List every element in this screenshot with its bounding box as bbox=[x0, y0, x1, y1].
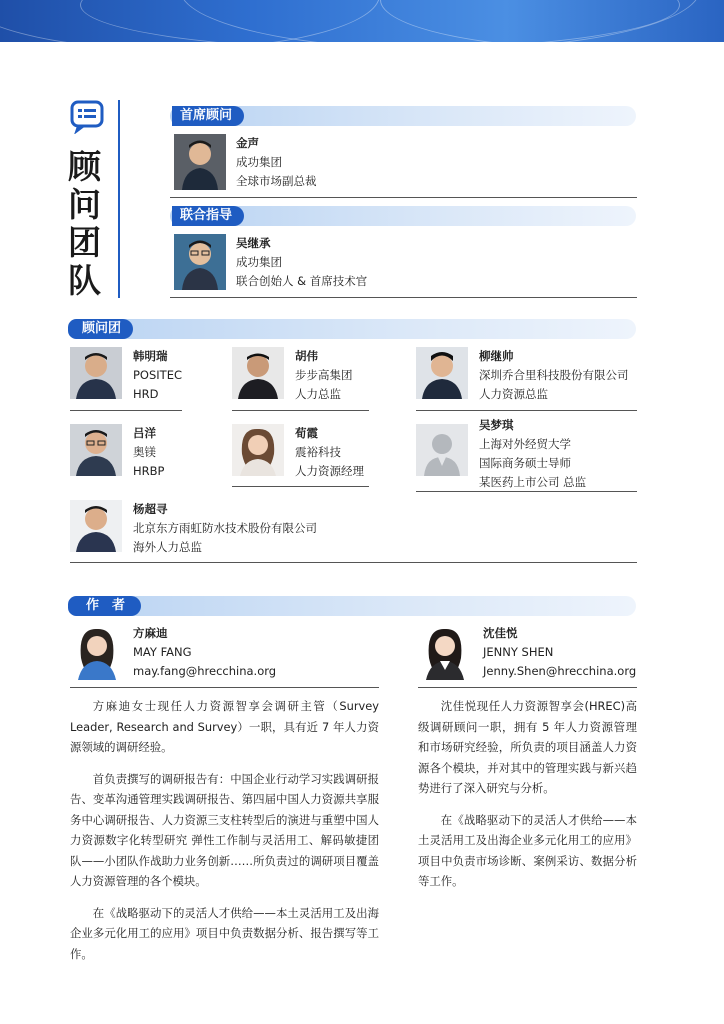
person-info bbox=[133, 347, 182, 404]
section-tag-authors: 作 者 bbox=[68, 596, 141, 616]
section-tag-joint-guidance: 联合指导 bbox=[172, 206, 244, 226]
author-name: 方麻迪 bbox=[133, 626, 168, 640]
author-bio bbox=[418, 696, 637, 903]
person-name: 柳继帅 bbox=[479, 349, 514, 363]
header-band bbox=[0, 0, 724, 42]
section-tag-chief-advisor: 首席顾问 bbox=[172, 106, 244, 126]
person-org: 成功集团 bbox=[236, 255, 282, 269]
divider bbox=[70, 562, 637, 563]
author-english-name: MAY FANG bbox=[133, 645, 192, 659]
person-name: 杨超寻 bbox=[133, 502, 168, 516]
person-title: 联合创始人 & 首席技术官 bbox=[236, 274, 368, 288]
person-info bbox=[479, 347, 629, 404]
title-char: 队 bbox=[68, 261, 101, 300]
person-title: 某医药上市公司 总监 bbox=[479, 475, 587, 489]
person-name: 韩明瑞 bbox=[133, 349, 168, 363]
author-email[interactable]: Jenny.Shen@hrecchina.org bbox=[483, 664, 637, 678]
section-bar bbox=[68, 319, 636, 339]
author-email[interactable]: may.fang@hrecchina.org bbox=[133, 664, 277, 678]
person-org: POSITEC bbox=[133, 368, 182, 382]
person-org-2: 国际商务硕士导师 bbox=[479, 456, 571, 470]
person-org: 北京东方雨虹防水技术股份有限公司 bbox=[133, 521, 317, 535]
divider-line bbox=[118, 100, 120, 298]
divider bbox=[418, 687, 637, 688]
divider bbox=[170, 297, 637, 298]
person-org: 震裕科技 bbox=[295, 445, 341, 459]
person-org: 成功集团 bbox=[236, 155, 282, 169]
person-title: HRBP bbox=[133, 464, 165, 478]
bio-paragraph: 在《战略驱动下的灵活人才供给——本土灵活用工及出海企业多元化用工的应用》项目中负责数据分析、报告撰写等工作。 bbox=[70, 905, 379, 961]
person-title: 全球市场副总裁 bbox=[236, 174, 317, 188]
avatar bbox=[232, 424, 284, 476]
person-name: 荀霞 bbox=[295, 426, 318, 440]
person-name: 金声 bbox=[236, 136, 259, 150]
divider bbox=[416, 491, 637, 492]
person-org: 上海对外经贸大学 bbox=[479, 437, 571, 451]
person-info bbox=[133, 424, 164, 481]
person-title: 人力总监 bbox=[295, 387, 341, 401]
title-char: 问 bbox=[68, 185, 101, 224]
avatar bbox=[70, 624, 124, 680]
bio-paragraph: 方麻迪女士现任人力资源智享会调研主管（Survey Leader, Research and Survey）一职，具有近 7 年人力资源领域的调研经验。 bbox=[70, 699, 379, 754]
person-info bbox=[236, 134, 317, 191]
avatar bbox=[418, 624, 472, 680]
divider bbox=[170, 197, 637, 198]
section-title-advisory-team bbox=[66, 100, 138, 300]
section-tag-advisory-group: 顾问团 bbox=[68, 319, 133, 339]
avatar bbox=[174, 234, 226, 290]
author-info bbox=[483, 624, 636, 681]
author-name: 沈佳悦 bbox=[483, 626, 518, 640]
person-info bbox=[236, 234, 367, 291]
title-char: 团 bbox=[68, 223, 101, 262]
divider bbox=[70, 410, 182, 411]
avatar bbox=[70, 500, 122, 552]
bio-paragraph: 在《战略驱动下的灵活人才供给——本土灵活用工及出海企业多元化用工的应用》项目中负责市场诊断、案例采访、数据分析等工作。 bbox=[418, 812, 637, 888]
person-name: 胡伟 bbox=[295, 349, 318, 363]
title-char: 顾 bbox=[68, 147, 101, 186]
person-name: 吴梦琪 bbox=[479, 418, 514, 432]
bio-paragraph: 沈佳悦现任人力资源智享会(HREC)高级调研顾问一职，拥有 5 年人力资源管理和市场研究经验，所负责的项目涵盖人力资源各个模块，并对其中的管理实践与新兴趋势进行了深入研究与分析。 bbox=[418, 699, 637, 795]
person-title: 人力资源经理 bbox=[295, 464, 364, 478]
avatar-placeholder bbox=[416, 424, 468, 476]
person-info bbox=[479, 416, 586, 492]
divider bbox=[232, 410, 369, 411]
bio-paragraph: 首负责撰写的调研报告有：中国企业行动学习实践调研报告、变革沟通管理实践调研报告、第四届中国人力资源共享服务中心调研报告、人力资源三支柱转型后的演进与重塑中国人力资源数字化转型研究 弹性工作制与灵活用工、解码敏捷团队——小团队作战助力业务创新……所负责过的调研项目覆盖人力资源管理的各个模块。 bbox=[70, 771, 379, 888]
avatar bbox=[174, 134, 226, 190]
vertical-title bbox=[68, 148, 108, 300]
person-title: 海外人力总监 bbox=[133, 540, 202, 554]
person-info bbox=[133, 500, 317, 557]
avatar bbox=[232, 347, 284, 399]
person-org: 奥镁 bbox=[133, 445, 156, 459]
person-info bbox=[295, 347, 353, 404]
avatar bbox=[70, 424, 122, 476]
person-name: 吕洋 bbox=[133, 426, 156, 440]
divider bbox=[70, 687, 379, 688]
author-english-name: JENNY SHEN bbox=[483, 645, 554, 659]
author-bio bbox=[70, 696, 379, 975]
chat-document-icon bbox=[70, 100, 104, 134]
person-title: HRD bbox=[133, 387, 159, 401]
person-name: 吴继承 bbox=[236, 236, 271, 250]
divider bbox=[232, 486, 369, 487]
person-org: 深圳乔合里科技股份有限公司 bbox=[479, 368, 629, 382]
person-title: 人力资源总监 bbox=[479, 387, 548, 401]
divider bbox=[416, 410, 637, 411]
person-info bbox=[295, 424, 364, 481]
section-bar bbox=[68, 596, 636, 616]
author-info bbox=[133, 624, 276, 681]
avatar bbox=[70, 347, 122, 399]
person-org: 步步高集团 bbox=[295, 368, 353, 382]
avatar bbox=[416, 347, 468, 399]
